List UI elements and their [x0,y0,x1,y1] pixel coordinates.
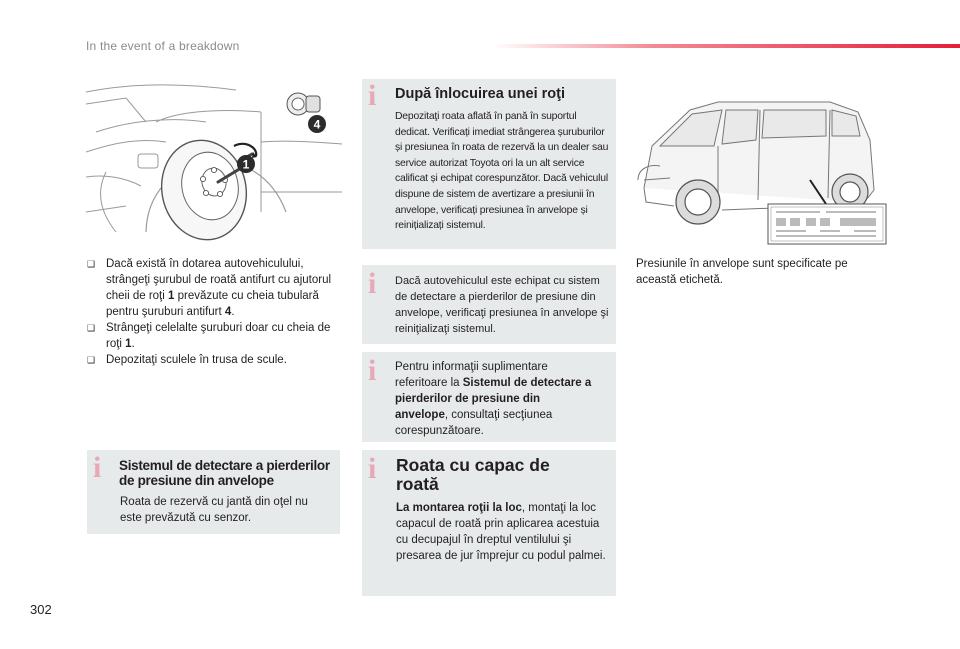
checkbox-bullet-icon: ❑ [87,323,96,333]
instruction-item: ❑ Depozitaţi sculele în trusa de scule. [87,354,287,366]
panel-title: Roata cu capac de roată [396,455,550,494]
wheel-change-illustration [86,82,342,242]
section-header: In the event of a breakdown [86,39,240,53]
panel-text: Depozitaţi roata aflată în pană în suportul dedicat. Verificați imediat strângerea șuruburilor și presiunea în roata de rezervă la un dealer sau service autorizat Toyota ori la un alt service calificat și echipat corespunzător. Dacă vehiculul dispune de sistem de avertizare a presiunii în anvelope, verificați presiunea în anvelope și reinițializați sistemul. [395,111,609,232]
instruction-item: ❑ Dacă există în dotarea autovehiculului, strângeţi şurubul de roată antifurt cu ajutorul cheii de roţi 1 prevăzute cu cheia tubulară pentru şuruburi antifurt 4. [87,258,332,318]
panel-text: Dacă autovehiculul este echipat cu sistem de detectare a pierderilor de presiune din anvelope, verificaţi presiunea în anvelope şi reiniţializaţi sistemul. [395,275,609,335]
panel-text: La montarea roţii la loc, montaţi la loc capacul de roată prin aplicarea acestuia cu decupajul în dreptul ventilului şi presarea de jur împrejur cu podul palmei. [396,502,606,562]
pressure-check-panel [362,265,616,344]
panel-title: După înlocuirea unei roţi [395,86,565,102]
panel-text: Roata de rezervă cu jantă din oţel nu este prevăzută cu senzor. [120,496,308,524]
header-accent-bar [492,44,960,48]
instruction-list [87,256,337,368]
tire-pressure-label [768,204,886,244]
callout-1-label: 1 [242,157,250,172]
info-icon: i [368,79,377,112]
after-replacement-panel [362,79,616,249]
info-icon: i [368,354,377,387]
wheel-cap-panel [362,450,616,596]
info-icon: i [368,267,377,300]
checkbox-bullet-icon: ❑ [87,355,96,365]
info-icon: i [368,452,377,485]
more-info-panel [362,352,616,442]
callout-4-label: 4 [313,117,321,132]
panel-title: Sistemul de detectare a pierderilor de presiune din anvelope [119,458,330,488]
cross-reference-link[interactable]: Sistemul de detectare a pierderilor de presiune din anvelope [395,377,592,421]
label-caption: Presiunile în anvelope sunt specificate pe această etichetă. [636,258,848,286]
van-pressure-label-illustration [630,80,890,248]
checkbox-bullet-icon: ❑ [87,259,96,269]
tpms-info-panel [87,450,340,534]
instruction-item: ❑ Strângeţi celelalte şuruburi doar cu cheia de roţi 1. [87,322,331,350]
info-icon: i [93,451,102,484]
panel-text: Pentru informaţii suplimentare referitoare la Sistemul de detectare a pierderilor de presiune din anvelope, consultaţi secţiunea corespunzătoare. [395,361,592,437]
page-number: 302 [30,602,52,617]
